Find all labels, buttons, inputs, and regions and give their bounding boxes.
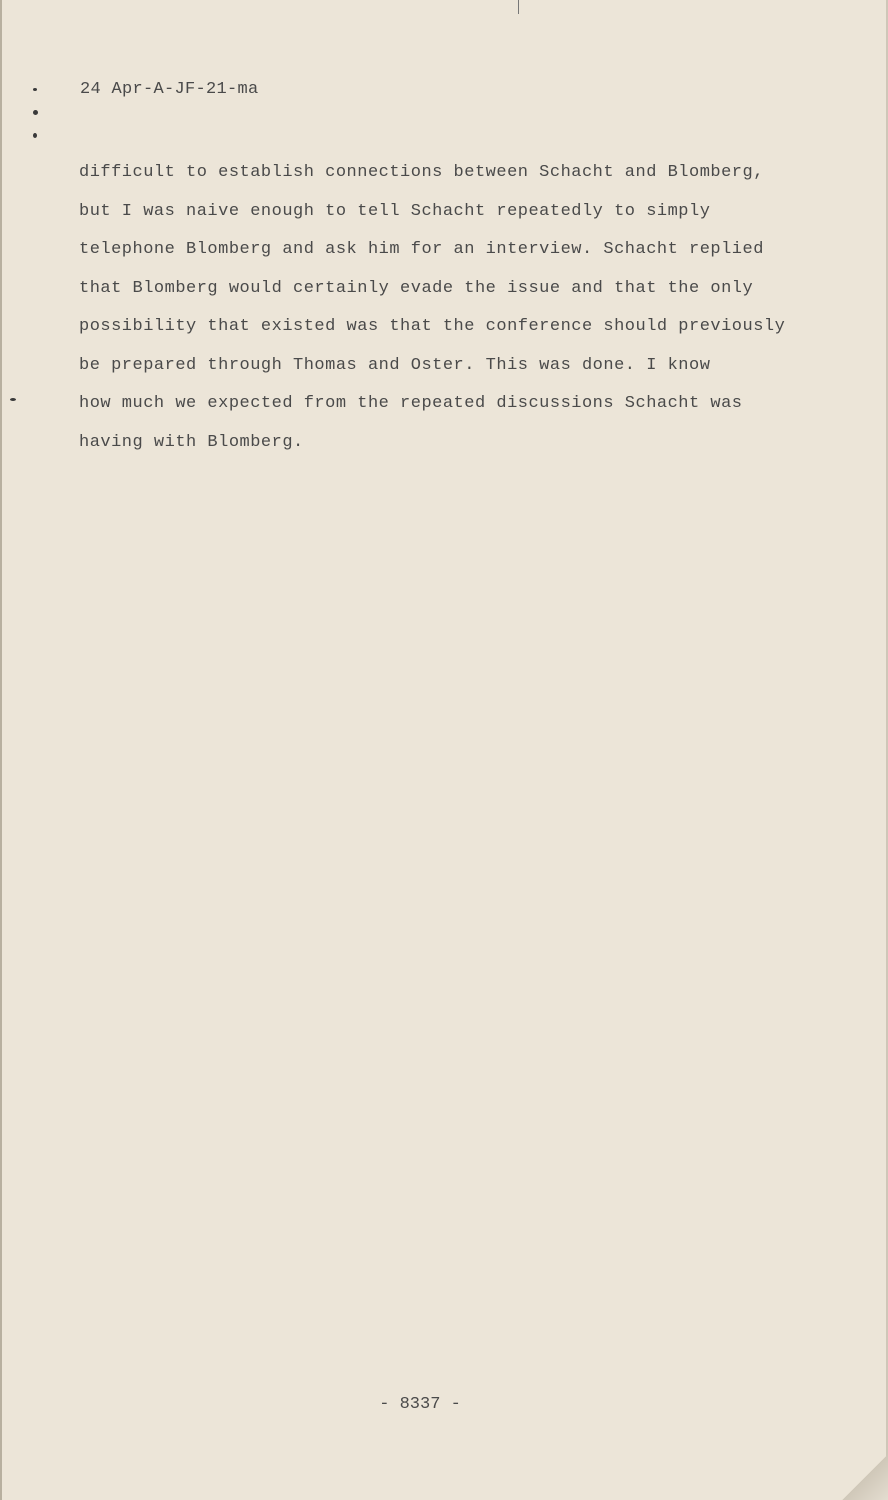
body-line: difficult to establish connections between Schacht and Blomberg, bbox=[79, 163, 764, 182]
body-line: having with Blomberg. bbox=[79, 432, 304, 452]
body-line: telephone Blomberg and ask him for an interview. Schacht replied bbox=[79, 240, 764, 259]
document-reference: 24 Apr-A-JF-21-ma bbox=[80, 80, 259, 99]
body-line: but I was naive enough to tell Schacht repeatedly to simply bbox=[79, 201, 711, 221]
corner-fold bbox=[842, 1454, 888, 1500]
body-paragraph bbox=[79, 154, 859, 462]
margin-mark bbox=[33, 88, 37, 91]
body-line: how much we expected from the repeated discussions Schacht was bbox=[79, 394, 743, 413]
margin-mark bbox=[33, 133, 37, 138]
top-mark bbox=[518, 0, 519, 14]
margin-mark bbox=[10, 398, 16, 401]
body-line: that Blomberg would certainly evade the issue and that the only bbox=[79, 278, 754, 298]
page-number: - 8337 - bbox=[379, 1395, 461, 1414]
body-line: be prepared through Thomas and Oster. This was done. I know bbox=[79, 355, 711, 375]
margin-mark bbox=[33, 110, 38, 115]
body-line: possibility that existed was that the conference should previously bbox=[79, 317, 786, 336]
